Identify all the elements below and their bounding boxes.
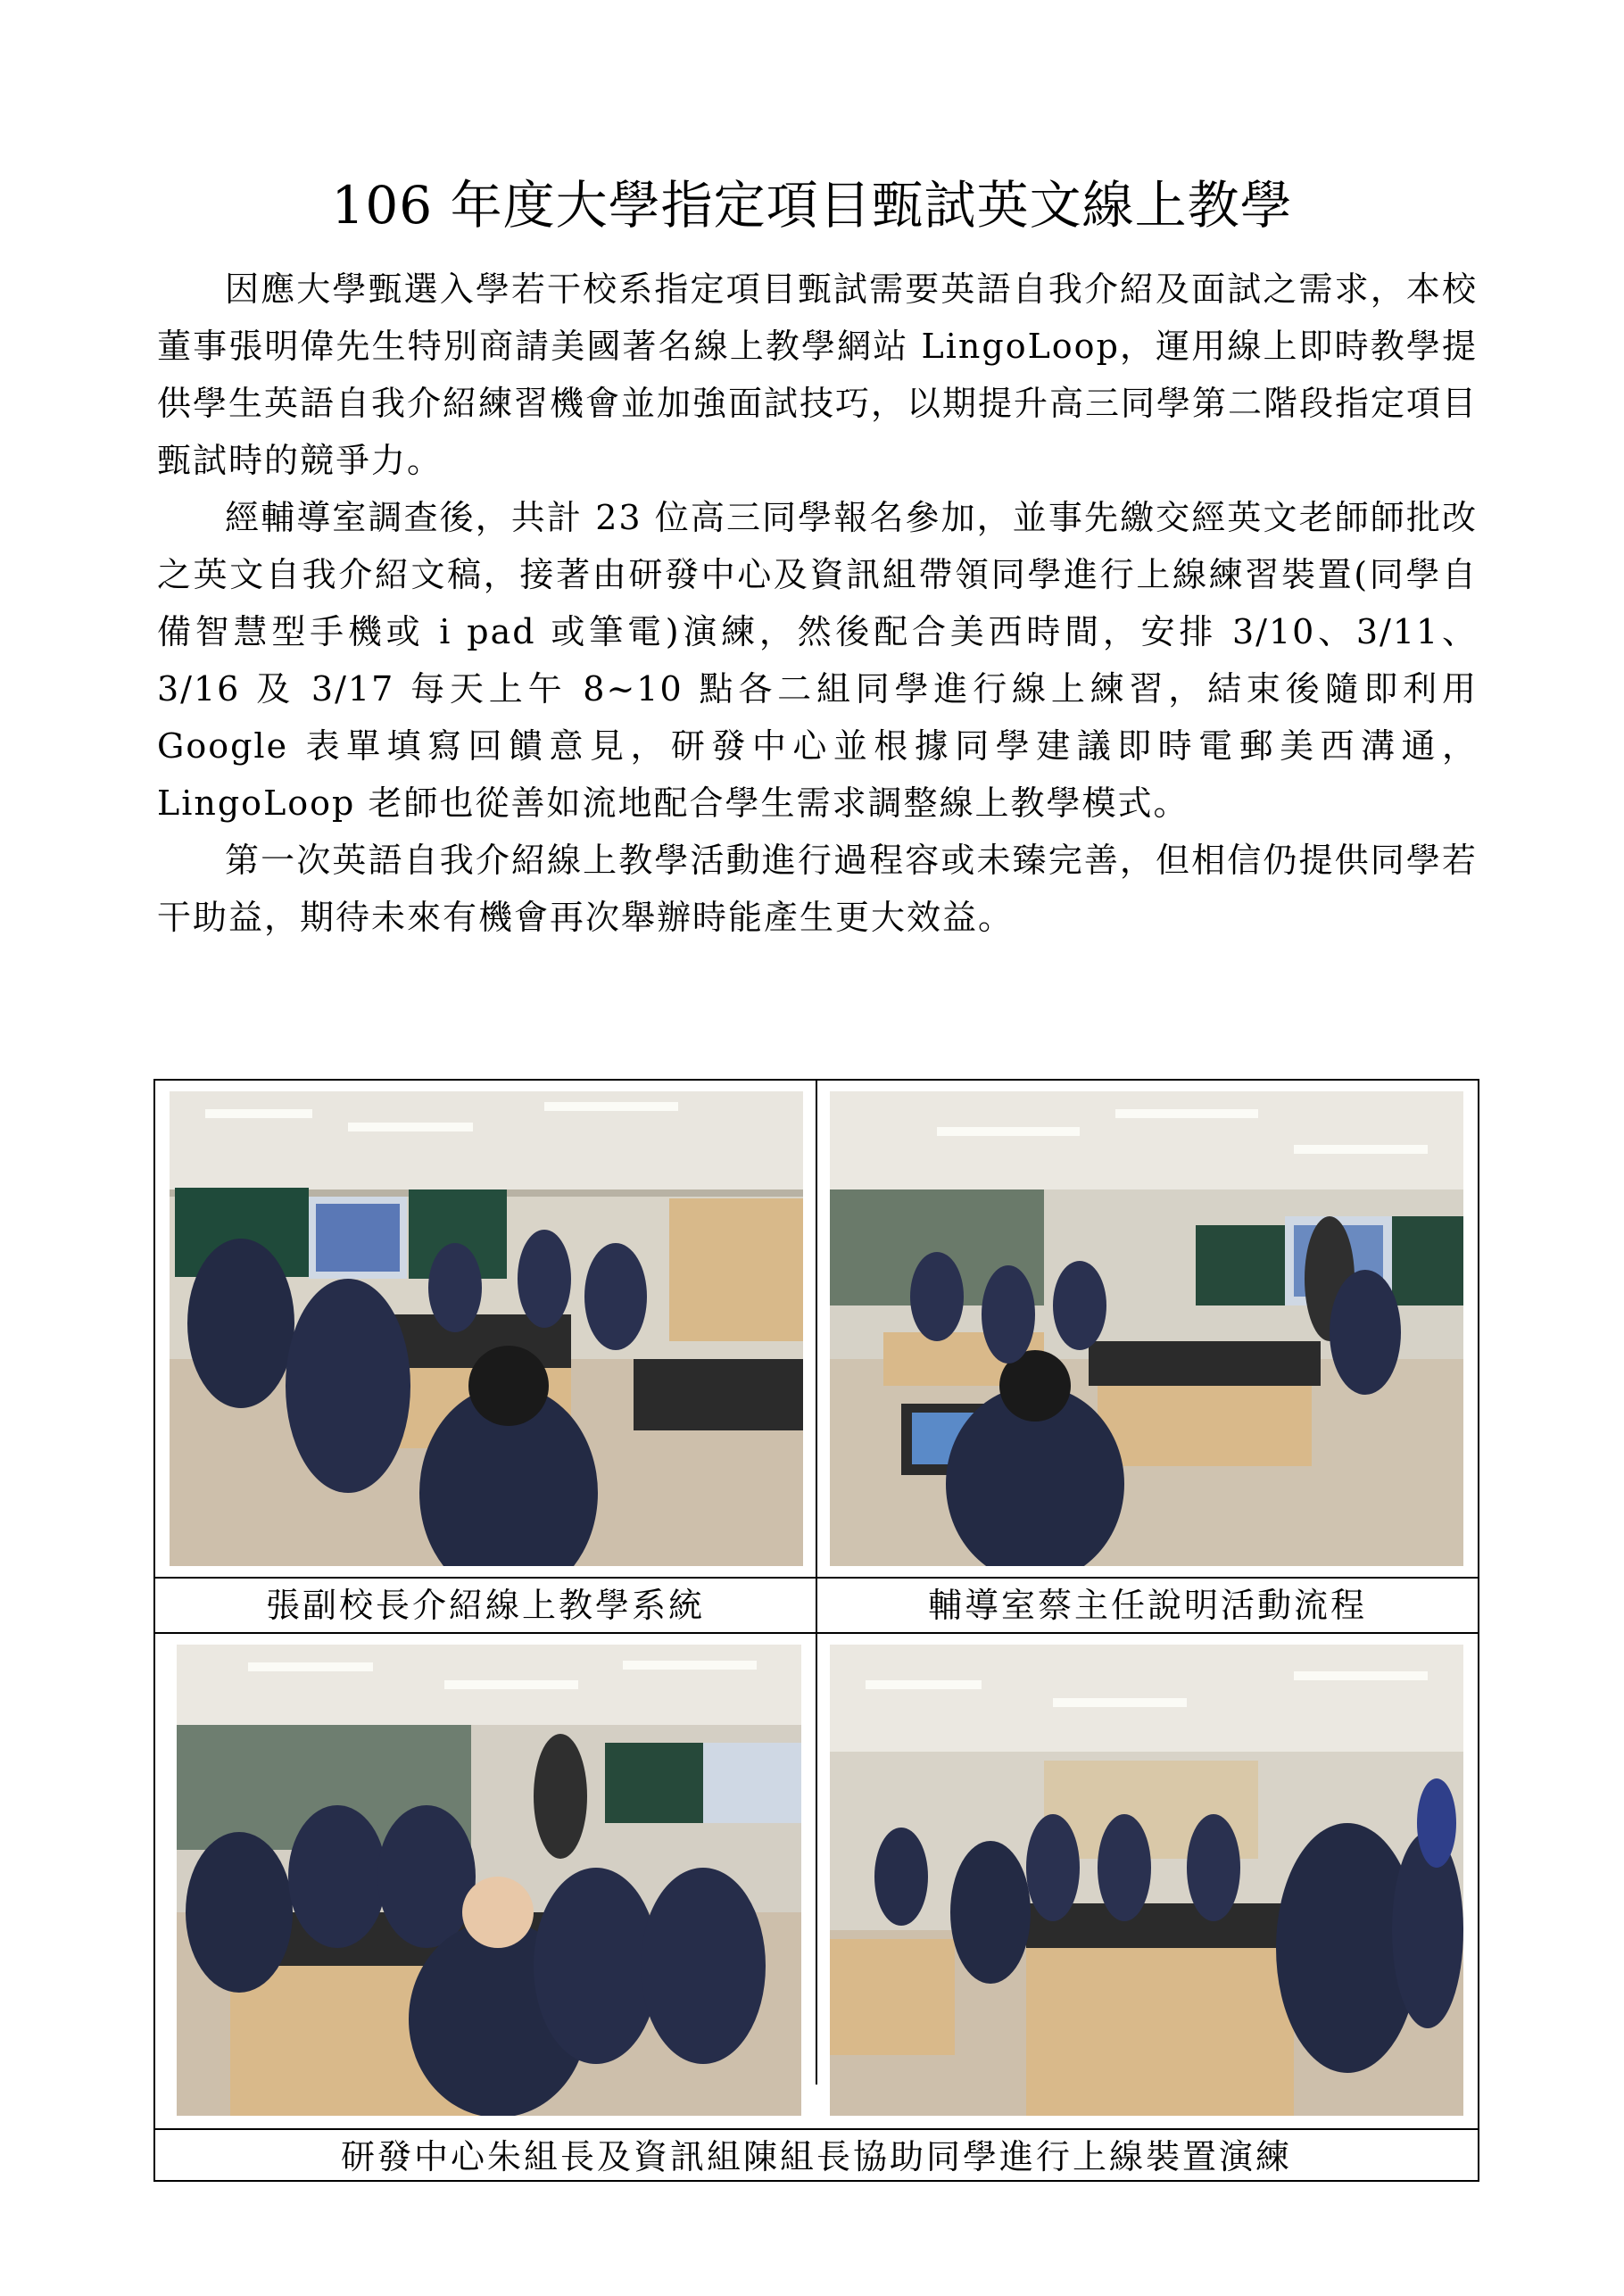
caption-top-left: 張副校長介紹線上教學系統 xyxy=(265,1586,705,1625)
photo-table xyxy=(153,1079,1479,2182)
paragraph-intro: 因應大學甄選入學若干校系指定項目甄試需要英語自我介紹及面試之需求，本校董事張明偉先生特別商請美國著名線上教學網站 LingoLoop，運用線上即時教學提供學生英語自我介紹練習機會並加強面試技巧，以期提升高三同學第二階段指定項目甄試時的競爭力。 xyxy=(157,269,1479,480)
article-body xyxy=(157,261,1478,946)
photo-director-explaining xyxy=(830,1091,1463,1566)
photo-device-setup-1 xyxy=(177,1645,801,2116)
paragraph-conclusion: 第一次英語自我介紹線上教學活動進行過程容或未臻完善，但相信仍提供同學若干助益，期待未來有機會再次舉辦時能產生更大效益。 xyxy=(157,841,1478,937)
photo-classroom-presentation xyxy=(170,1091,803,1566)
photo-device-setup-2 xyxy=(830,1645,1463,2116)
caption-bottom: 研發中心朱組長及資訊組陳組長協助同學進行上線裝置演練 xyxy=(340,2137,1292,2176)
caption-top-right: 輔導室蔡主任說明活動流程 xyxy=(927,1586,1367,1625)
table-divider-2 xyxy=(155,1632,1478,1634)
paragraph-process: 經輔導室調查後，共計 23 位高三同學報名參加，並事先繳交經英文老師師批改之英文自我介紹文稿，接著由研發中心及資訊組帶領同學進行上線練習裝置(同學自備智慧型手機或 i pad 或筆電)演練，然後配合美西時間，安排 3/10、3/11、3/16 及 3/17 每天上午 8~10 點各二組同學進行線上練習，結束後隨即利用 Google 表單填寫回饋意見，研發中心並根據同學建議即時電郵美西溝通，LingoLoop 老師也從善如流地配合學生需求調整線上教學模式。 xyxy=(157,498,1478,823)
page-title: 106 年度大學指定項目甄試英文線上教學 xyxy=(331,175,1293,236)
